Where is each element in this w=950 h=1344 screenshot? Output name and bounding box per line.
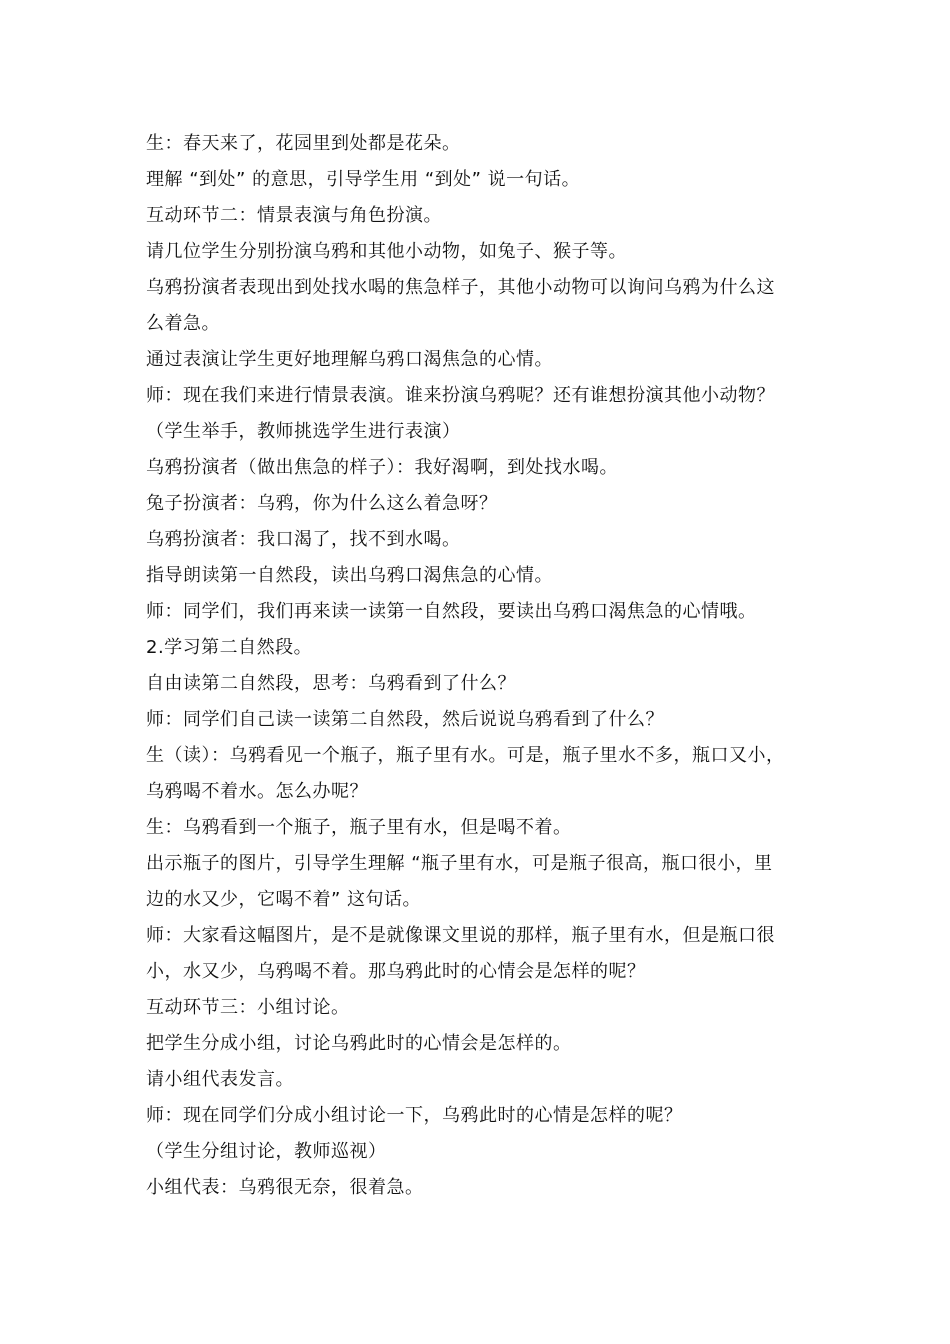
text-line: 互动环节三：小组讨论。 bbox=[146, 997, 350, 1018]
text-line: 小组代表：乌鸦很无奈，很着急。 bbox=[146, 1177, 424, 1198]
text-line: 通过表演让学生更好地理解乌鸦口渴焦急的心情。 bbox=[146, 349, 553, 370]
text-line: 生：乌鸦看到一个瓶子，瓶子里有水，但是喝不着。 bbox=[146, 817, 572, 838]
text-line: 乌鸦扮演者（做出焦急的样子）：我好渴啊，到处找水喝。 bbox=[146, 457, 618, 478]
text-line: 2.学习第二自然段。 bbox=[146, 637, 313, 658]
text-line: 理解 “到处” 的意思，引导学生用 “到处” 说一句话。 bbox=[146, 169, 581, 190]
text-line: （学生举手，教师挑选学生进行表演） bbox=[146, 421, 461, 442]
text-line: 乌鸦喝不着水。怎么办呢？ bbox=[146, 781, 368, 802]
text-line: （学生分组讨论，教师巡视） bbox=[146, 1141, 387, 1162]
text-line: 出示瓶子的图片，引导学生理解 “瓶子里有水，可是瓶子很高，瓶口很小，里 bbox=[146, 853, 773, 874]
text-line: 师：同学们，我们再来读一读第一自然段，要读出乌鸦口渴焦急的心情哦。 bbox=[146, 601, 757, 622]
text-line: 小，水又少，乌鸦喝不着。那乌鸦此时的心情会是怎样的呢？ bbox=[146, 961, 646, 982]
text-line: 兔子扮演者：乌鸦，你为什么这么着急呀？ bbox=[146, 493, 498, 514]
text-line: 师：现在同学们分成小组讨论一下，乌鸦此时的心情是怎样的呢？ bbox=[146, 1105, 683, 1126]
text-line: 互动环节二：情景表演与角色扮演。 bbox=[146, 205, 442, 226]
text-line: 生：春天来了，花园里到处都是花朵。 bbox=[146, 133, 461, 154]
text-line: 请几位学生分别扮演乌鸦和其他小动物，如兔子、猴子等。 bbox=[146, 241, 627, 262]
text-line: 边的水又少，它喝不着” 这句话。 bbox=[146, 889, 422, 910]
text-line: 指导朗读第一自然段，读出乌鸦口渴焦急的心情。 bbox=[146, 565, 553, 586]
text-line: 师：大家看这幅图片，是不是就像课文里说的那样，瓶子里有水，但是瓶口很 bbox=[146, 925, 775, 946]
text-line: 乌鸦扮演者表现出到处找水喝的焦急样子，其他小动物可以询问乌鸦为什么这 bbox=[146, 277, 775, 298]
text-line: 师：现在我们来进行情景表演。谁来扮演乌鸦呢？还有谁想扮演其他小动物？ bbox=[146, 385, 775, 406]
text-line: 把学生分成小组，讨论乌鸦此时的心情会是怎样的。 bbox=[146, 1033, 572, 1054]
text-line: 自由读第二自然段，思考：乌鸦看到了什么？ bbox=[146, 673, 516, 694]
text-line: 请小组代表发言。 bbox=[146, 1069, 294, 1090]
text-line: 师：同学们自己读一读第二自然段，然后说说乌鸦看到了什么？ bbox=[146, 709, 664, 730]
text-line: 乌鸦扮演者：我口渴了，找不到水喝。 bbox=[146, 529, 461, 550]
text-line: 生（读）：乌鸦看见一个瓶子，瓶子里有水。可是，瓶子里水不多，瓶口又小， bbox=[146, 745, 785, 766]
document-body bbox=[146, 126, 814, 1206]
text-line: 么着急。 bbox=[146, 313, 220, 334]
